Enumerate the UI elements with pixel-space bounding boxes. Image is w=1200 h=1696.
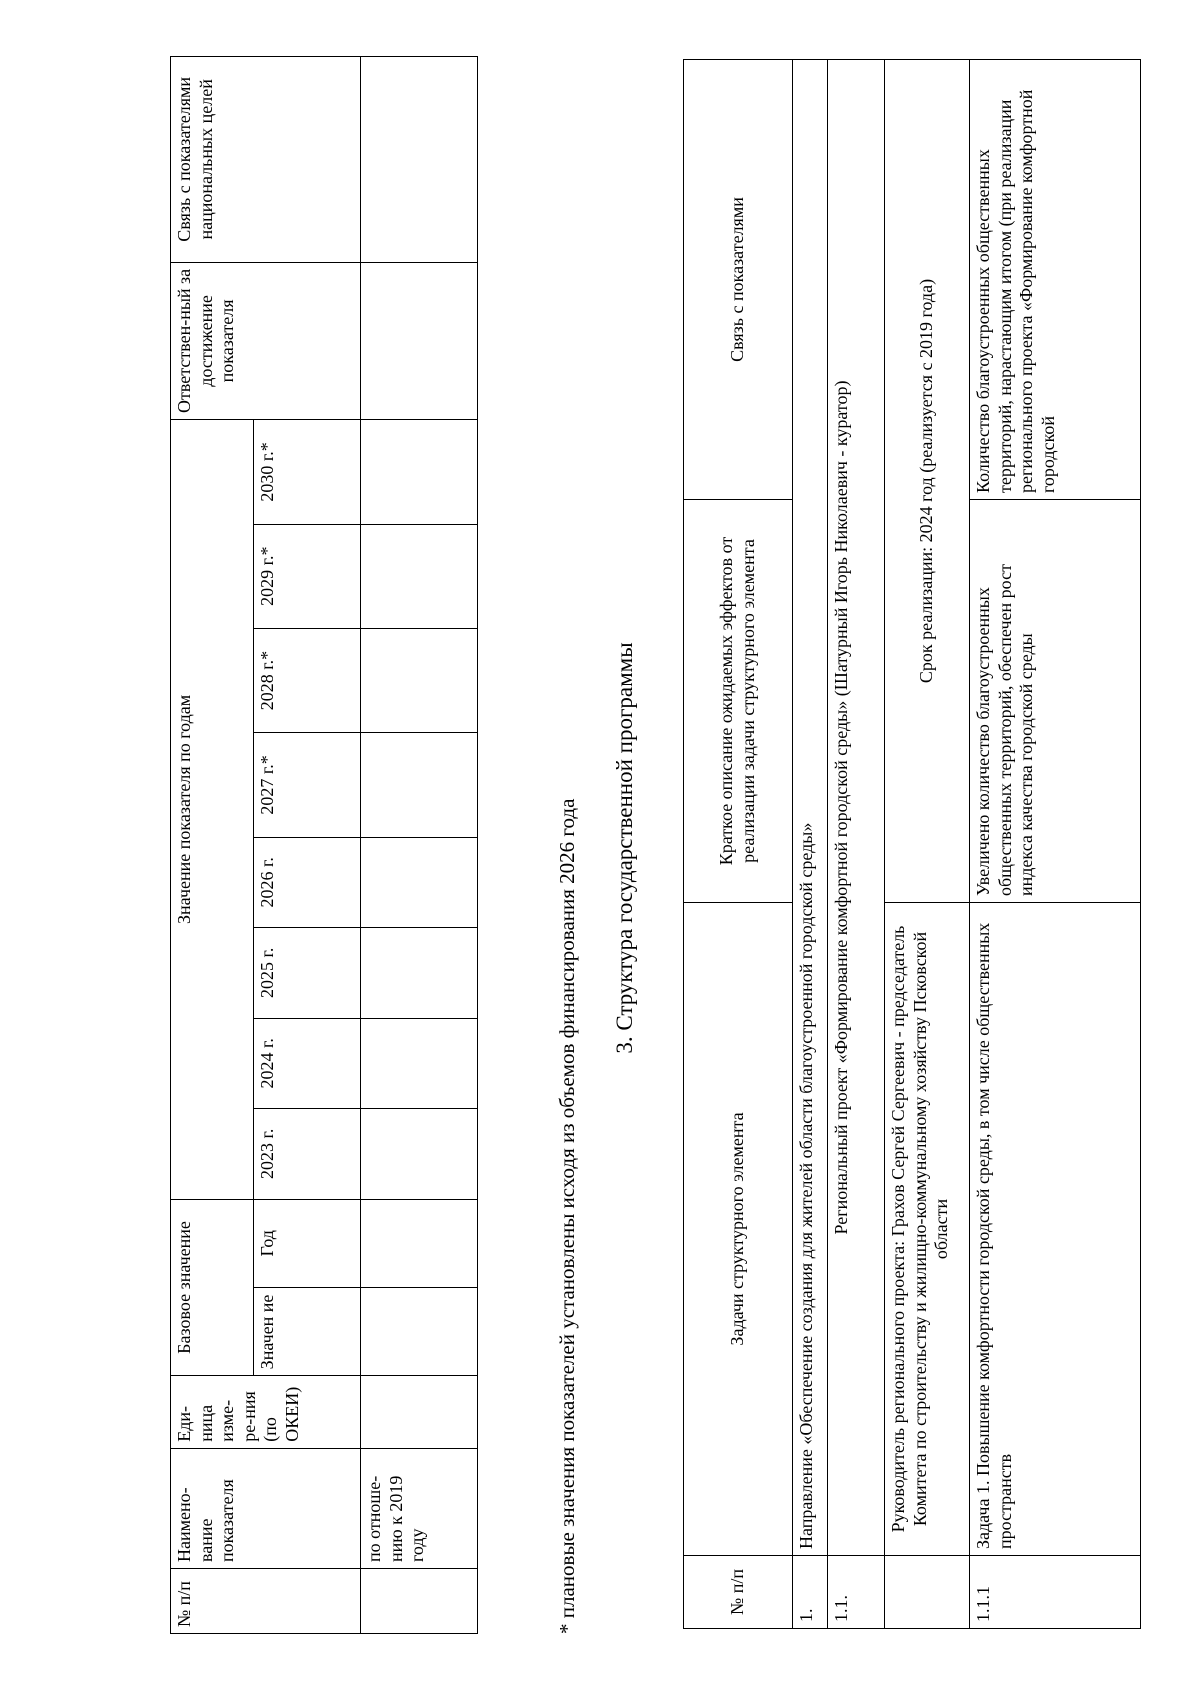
row-cell	[361, 928, 478, 1019]
header-year: 2030 г.*	[254, 420, 361, 524]
header-name: Наимено-вание показателя	[171, 1448, 361, 1568]
indicators-table	[170, 56, 478, 1634]
indicator-link-cell: Количество благоустроенных общественных территорий, нарастающим итогом (при реализации регионального проекта «Формирование комфортной городской	[970, 60, 1141, 500]
footnote: * плановые значения показателей установлены исходя из объемов финансирования 2026 года	[555, 798, 579, 1634]
row-cell	[361, 262, 478, 420]
row-cell	[361, 837, 478, 928]
row-cell	[361, 1109, 478, 1200]
row-cell	[361, 524, 478, 628]
row-name: по отноше-нию к 2019 году	[361, 1448, 478, 1568]
header-unit: Еди-ница изме-ре-ния (по ОКЕИ)	[171, 1376, 361, 1448]
header-year: 2023 г.	[254, 1109, 361, 1200]
header-responsible: Ответствен-ный за достижение показателя	[171, 262, 361, 420]
header-year: 2028 г.*	[254, 628, 361, 732]
row-cell	[361, 1376, 478, 1448]
header-effects: Краткое описание ожидаемых эффектов от реализации задачи структурного элемента	[684, 500, 793, 903]
header-base-year: Год	[254, 1199, 361, 1287]
header-link: Связь с показателями	[684, 60, 793, 500]
row-cell	[361, 57, 478, 263]
header-year: 2027 г.*	[254, 733, 361, 837]
row-num: 1.1.	[828, 1556, 885, 1629]
header-year: 2029 г.*	[254, 524, 361, 628]
header-year: 2024 г.	[254, 1018, 361, 1109]
header-num: № п/п	[171, 1569, 361, 1634]
project-leader: Руководитель регионального проекта: Грахов Сергей Сергеевич - председатель Комитета по строительству и жилищно-коммунальному хозяйству Псковской области	[885, 903, 970, 1556]
header-national-goals: Связь с показателями национальных целей	[171, 57, 361, 263]
structure-table	[683, 59, 1141, 1629]
row-num	[361, 1569, 478, 1634]
task-cell: Задача 1. Повышение комфортности городской среды, в том числе общественных пространств	[970, 903, 1141, 1556]
row-num: 1.	[793, 1556, 828, 1629]
direction-row: Направление «Обеспечение создания для жителей области благоустроенной городской среды»	[793, 60, 828, 1556]
header-base: Базовое значение	[171, 1199, 254, 1376]
implementation-period: Срок реализации: 2024 год (реализуется с 2019 года)	[885, 60, 970, 903]
header-year: 2026 г.	[254, 837, 361, 928]
header-base-value: Значен ие	[254, 1287, 361, 1375]
header-tasks: Задачи структурного элемента	[684, 903, 793, 1556]
row-num	[885, 1556, 970, 1629]
row-cell	[361, 733, 478, 837]
row-cell	[361, 1287, 478, 1375]
row-cell	[361, 420, 478, 524]
header-year: 2025 г.	[254, 928, 361, 1019]
row-num: 1.1.1	[970, 1556, 1141, 1629]
row-cell	[361, 628, 478, 732]
section-title: 3. Структура государственной программы	[612, 642, 637, 1054]
row-cell	[361, 1018, 478, 1109]
header-by-years: Значение показателя по годам	[171, 420, 254, 1199]
regional-project-row: Региональный проект «Формирование комфортной городской среды» (Шатурный Игорь Николаевич - куратор)	[828, 60, 885, 1556]
row-cell	[361, 1199, 478, 1287]
header-num: № п/п	[684, 1556, 793, 1629]
effect-cell: Увеличено количество благоустроенных общественных территорий, обеспечен рост индекса качества городской среды	[970, 500, 1141, 903]
